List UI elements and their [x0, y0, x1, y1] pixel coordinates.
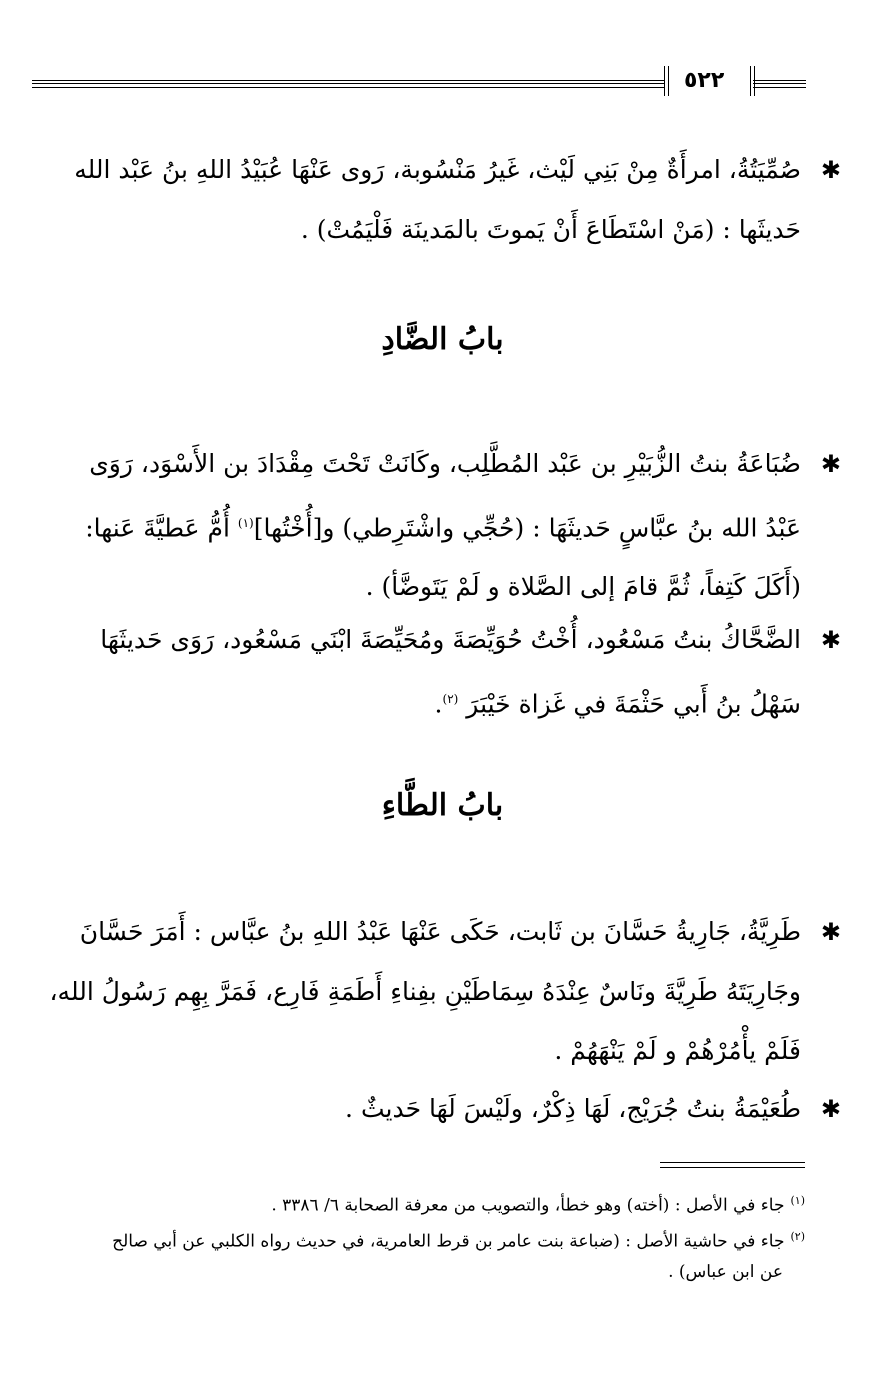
- entry-line: [41, 670, 841, 733]
- entry-line: [41, 494, 841, 557]
- footnote-reference[interactable]: (١): [237, 516, 254, 530]
- bullet-star-icon: ✱: [820, 1095, 841, 1123]
- header-rule-left: [32, 80, 664, 88]
- entry-line: [41, 434, 841, 494]
- entry-line: [41, 1079, 841, 1139]
- entry-text: وجَارِيَتَهُ طَرِيَّةَ ونَاسٌ عِنْدَهُ سِمَاطَيْنِ بفِناءِ أَطَمَةِ فَارِع، فَمَرَّ بِهِم رَسُولُ الله،: [49, 977, 801, 1006]
- footnote-text: جاء في حاشية الأصل : (ضباعة بنت عامر بن قرط العامرية، في حديث رواه الكلبي عن أبي صالح: [112, 1231, 785, 1252]
- footnote-1: [35, 1186, 805, 1221]
- footnote-text: عن ابن عباس) .: [668, 1261, 783, 1282]
- footnote-marker: (١): [790, 1194, 805, 1207]
- entry-text: صُمِّيَتُةُ، امرأَةٌ مِنْ بَنِي لَيْث، غَيرُ مَنْسُوبة، رَوى عَنْهَا عُبَيْدُ اللهِ بنُ عَبْد الله: [74, 155, 801, 184]
- footnote-line: [35, 1257, 805, 1287]
- footnote-marker: (٢): [790, 1230, 805, 1243]
- header-rule-right: [753, 80, 806, 88]
- entry-line: [41, 140, 841, 200]
- entry-line: [41, 962, 841, 1021]
- entry-text: (أَكَلَ كَتِفاً، ثُمَّ قامَ إلى الصَّلاة و لَمْ يَتَوضَّأ) .: [365, 572, 801, 602]
- section-heading-ta: بابُ الطَّاءِ: [381, 788, 504, 823]
- footnote-text: جاء في الأصل : (أخته) وهو خطأ، والتصويب من معرفة الصحابة ٦/ ٣٣٨٦ .: [271, 1195, 785, 1216]
- entry-text: فَلَمْ يأْمُرْهُمْ و لَمْ يَنْهَهُمْ .: [554, 1036, 801, 1065]
- bullet-star-icon: ✱: [820, 156, 841, 184]
- entry-line: [41, 200, 841, 259]
- footnote-line: [35, 1222, 805, 1257]
- entry-tuaymah: [41, 1079, 841, 1139]
- entry-text: سَهْلُ بنُ أَبي حَثْمَةَ في غَزاة خَيْبَرَ: [466, 689, 801, 719]
- entry-dahhak: [41, 610, 841, 733]
- entry-text: .: [434, 689, 443, 719]
- header-separator-left: [664, 66, 669, 96]
- footnote-separator: [660, 1162, 805, 1168]
- entry-text: الضَّحَّاكُ بنتُ مَسْعُود، أُخْتُ حُوَيِّصَةَ ومُحَيِّصَةَ ابْنَي مَسْعُود، رَوَى حَديثَهَا: [100, 625, 801, 654]
- entry-sumaytah: [41, 140, 841, 259]
- entry-text: حَديثَها : (مَنْ اسْتَطَاعَ أَنْ يَموتَ بالمَدينَة فَلْيَمُتْ) .: [300, 215, 801, 244]
- entry-line: [41, 557, 841, 616]
- entry-text: طَرِيَّةُ، جَارِيةُ حَسَّانَ بن ثَابت، حَكَى عَنْهَا عَبْدُ اللهِ بنُ عبَّاس : أَمَرَ حَسَّانَ: [79, 917, 801, 946]
- entry-line: [41, 902, 841, 962]
- footnote-2: [35, 1222, 805, 1287]
- bullet-star-icon: ✱: [820, 626, 841, 654]
- entry-text: أُمُّ عَطيَّةَ عَنها:: [85, 513, 230, 543]
- page-header: [32, 66, 806, 106]
- footnote-line: [35, 1186, 805, 1221]
- entry-line: [41, 1021, 841, 1080]
- bullet-star-icon: ✱: [820, 918, 841, 946]
- section-heading-dad: بابُ الضَّادِ: [381, 322, 504, 357]
- entry-text: عَبْدُ الله بنُ عبَّاسٍ حَديثَهَا : (حُجِّي واشْتَرِطي) و[أُخْتُها]: [253, 513, 801, 543]
- bullet-star-icon: ✱: [820, 450, 841, 478]
- entry-text: طُعَيْمَةُ بنتُ جُرَيْج، لَهَا ذِكْرٌ، ولَيْسَ لَهَا حَديثٌ .: [345, 1094, 801, 1123]
- entry-line: [41, 610, 841, 670]
- entry-text: ضُبَاعَةُ بنتُ الزُّبَيْرِ بن عَبْد المُطَّلِب، وكَانَتْ تَحْتَ مِقْدَادَ بن الأَسْوَد، رَوَى: [89, 449, 801, 478]
- page-number: ٥٢٢: [684, 68, 725, 93]
- entry-dubaah: [41, 434, 841, 616]
- entry-tariyyah: [41, 902, 841, 1080]
- footnote-reference[interactable]: (٢): [442, 692, 459, 706]
